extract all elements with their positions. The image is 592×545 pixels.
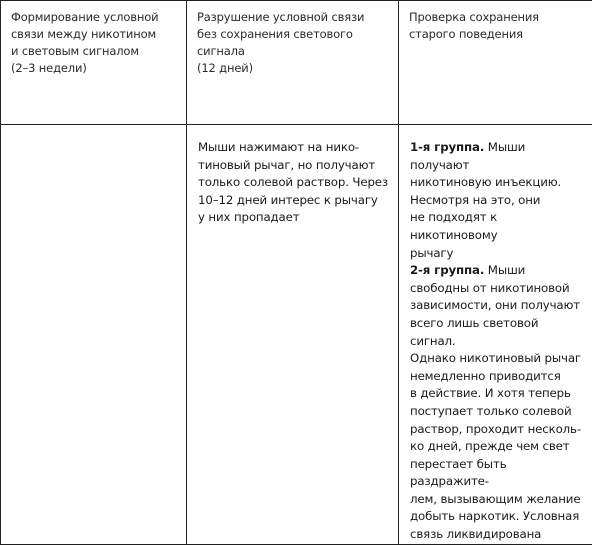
body-cell-destruction [187,125,399,545]
group2-label: 2-я группа. [410,263,484,277]
body-cell-formation [1,125,187,545]
body-check-text [399,125,592,544]
group2-text: Мыши свободны от никотиновой зависимости, они получают всего лишь световой сигнал. Однако никотиновый рычаг немедленно приводится в действие. И хотя теперь поступает только солевой раствор, проходит несколь- ко дней, прежде чем свет перестает быть раздражите- лем, вызывающим желание добыть наркотик. Условная связь ликвидирована [410,263,581,541]
header-cell-formation [1,1,187,125]
group1-text: Мыши получают никотиновую инъекцию. Несмотря на это, они не подходят к никотиновому рычагу [410,140,561,260]
body-destruction-text: Мыши нажимают на нико- тиновый рычаг, но получают только солевой раствор. Через 10–12 дней интерес к рычагу у них пропадает [187,125,398,227]
header-cell-check [399,1,592,125]
header-check-text: Проверка сохранения старого поведения [399,1,592,43]
header-destruction-text: Разрушение условной связи без сохранения светового сигнала (12 дней) [187,1,398,77]
body-cell-check [399,125,592,545]
header-formation-text: Формирование условной связи между никотином и световым сигналом (2–3 недели) [1,1,186,77]
header-row [1,1,592,125]
header-cell-destruction [187,1,399,125]
group1-label: 1-я группа. [410,140,484,154]
body-formation-text [1,125,186,139]
body-row [1,125,592,545]
